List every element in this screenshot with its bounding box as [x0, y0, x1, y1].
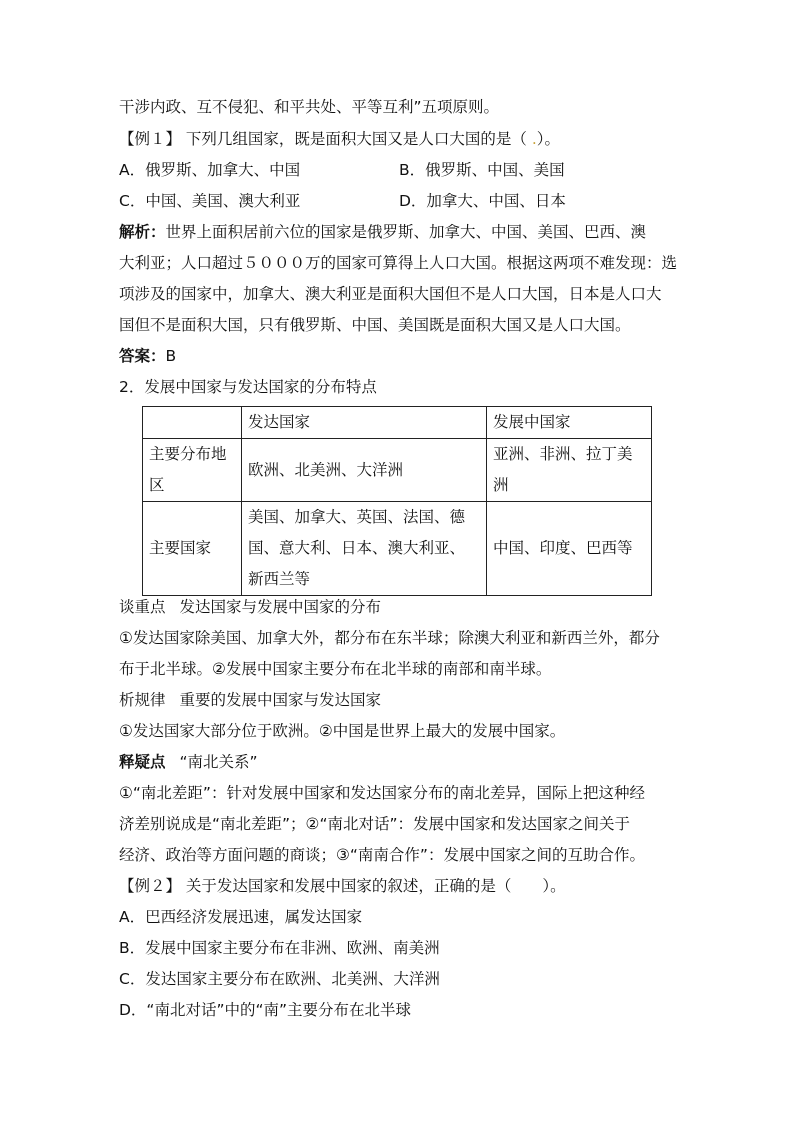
key-point-line-2: 布于北半球。②发展中国家主要分布在北半球的南部和南半球。 [119, 660, 552, 678]
rule-line-1: ①发达国家大部分位于欧洲。②中国是世界上最大的发展中国家。 [119, 722, 566, 740]
answer-label: 答案： [119, 347, 166, 365]
key-point-line-1: ①发达国家除美国、加拿大外，都分布在东半球；除澳大利亚和新西兰外，都分 [119, 629, 660, 647]
table-header-cell: 发展中国家 [487, 407, 652, 439]
key-point-label: 谈重点 [119, 598, 166, 616]
rule-heading [119, 689, 679, 711]
option-b: B．俄罗斯、中国、美国 [399, 161, 565, 179]
example2-option-c: C．发达国家主要分布在欧洲、北美洲、大洋洲 [119, 970, 440, 988]
rule-title: 重要的发展中国家与发达国家 [179, 691, 382, 709]
table-cell-developed: 美国、加拿大、英国、法国、德 国、意大利、日本、澳大利亚、 新西兰等 [242, 502, 487, 596]
answer-value: B [165, 347, 177, 365]
table-header-cell: 发达国家 [242, 407, 487, 439]
key-point-heading [119, 596, 679, 618]
analysis-label: 解析： [119, 223, 166, 241]
doubt-title: “南北关系” [179, 753, 258, 771]
rule-label: 析规律 [119, 691, 166, 709]
table-row-label: 主要分布地 区 [143, 439, 242, 502]
analysis-line-3: 项涉及的国家中，加拿大、澳大利亚是面积大国但不是人口大国，日本是人口大 [119, 285, 662, 303]
doubt-line-2: 济差别说成是“南北差距”；②“南北对话”：发展中国家和发达国家之间关于 [119, 815, 631, 833]
table-header-cell [143, 407, 242, 439]
distribution-table [142, 406, 652, 596]
option-d: D．加拿大、中国、日本 [399, 192, 566, 210]
example2-option-a: A．巴西经济发展迅速，属发达国家 [119, 908, 363, 926]
example2-option-d: D．“南北对话”中的“南”主要分布在北半球 [119, 1001, 412, 1019]
table-cell-developing: 亚洲、非洲、拉丁美洲 [487, 439, 652, 502]
analysis-line-1: 解析：世界上面积居前六位的国家是俄罗斯、加拿大、中国、美国、巴西、澳 [119, 223, 647, 241]
example2-question: 【例２】 关于发达国家和发展中国家的叙述，正确的是（ ）。 [119, 877, 566, 895]
analysis-line-4: 国但不是面积大国，只有俄罗斯、中国、美国既是面积大国又是人口大国。 [119, 316, 631, 334]
option-c: C．中国、美国、澳大利亚 [119, 192, 301, 210]
example1-answer-blank: . [526, 130, 537, 148]
doubt-label: 释疑点 [119, 753, 166, 771]
analysis-line-2: 大利亚；人口超过５０００万的国家可算得上人口大国。根据这两项不难发现：选 [119, 254, 678, 272]
table-header-row [143, 407, 652, 439]
table-row [143, 439, 652, 502]
table-row [143, 502, 652, 596]
table-cell-developing: 中国、印度、巴西等 [487, 502, 652, 596]
example1-question-end: ）。 [536, 130, 561, 148]
table-row-label: 主要国家 [143, 502, 242, 596]
example1-question-text: 【例１】 下列几组国家，既是面积大国又是人口大国的是（ [119, 130, 527, 148]
option-a: A．俄罗斯、加拿大、中国 [119, 161, 301, 179]
doubt-line-1: ①“南北差距”：针对发展中国家和发达国家分布的南北差异，国际上把这种经 [119, 784, 645, 802]
intro-line: 干涉内政、互不侵犯、和平共处、平等互利”五项原则。 [119, 98, 500, 116]
key-point-title: 发达国家与发展中国家的分布 [179, 598, 382, 616]
doubt-heading [119, 751, 679, 773]
example1-question [119, 128, 679, 150]
example2-option-b: B．发展中国家主要分布在非洲、欧洲、南美洲 [119, 939, 440, 957]
section2-title: 2．发展中国家与发达国家的分布特点 [119, 378, 377, 396]
answer-line [119, 345, 679, 367]
table-cell-developed: 欧洲、北美洲、大洋洲 [242, 439, 487, 502]
doubt-line-3: 经济、政治等方面问题的商谈；③“南南合作”：发展中国家之间的互助合作。 [119, 846, 645, 864]
